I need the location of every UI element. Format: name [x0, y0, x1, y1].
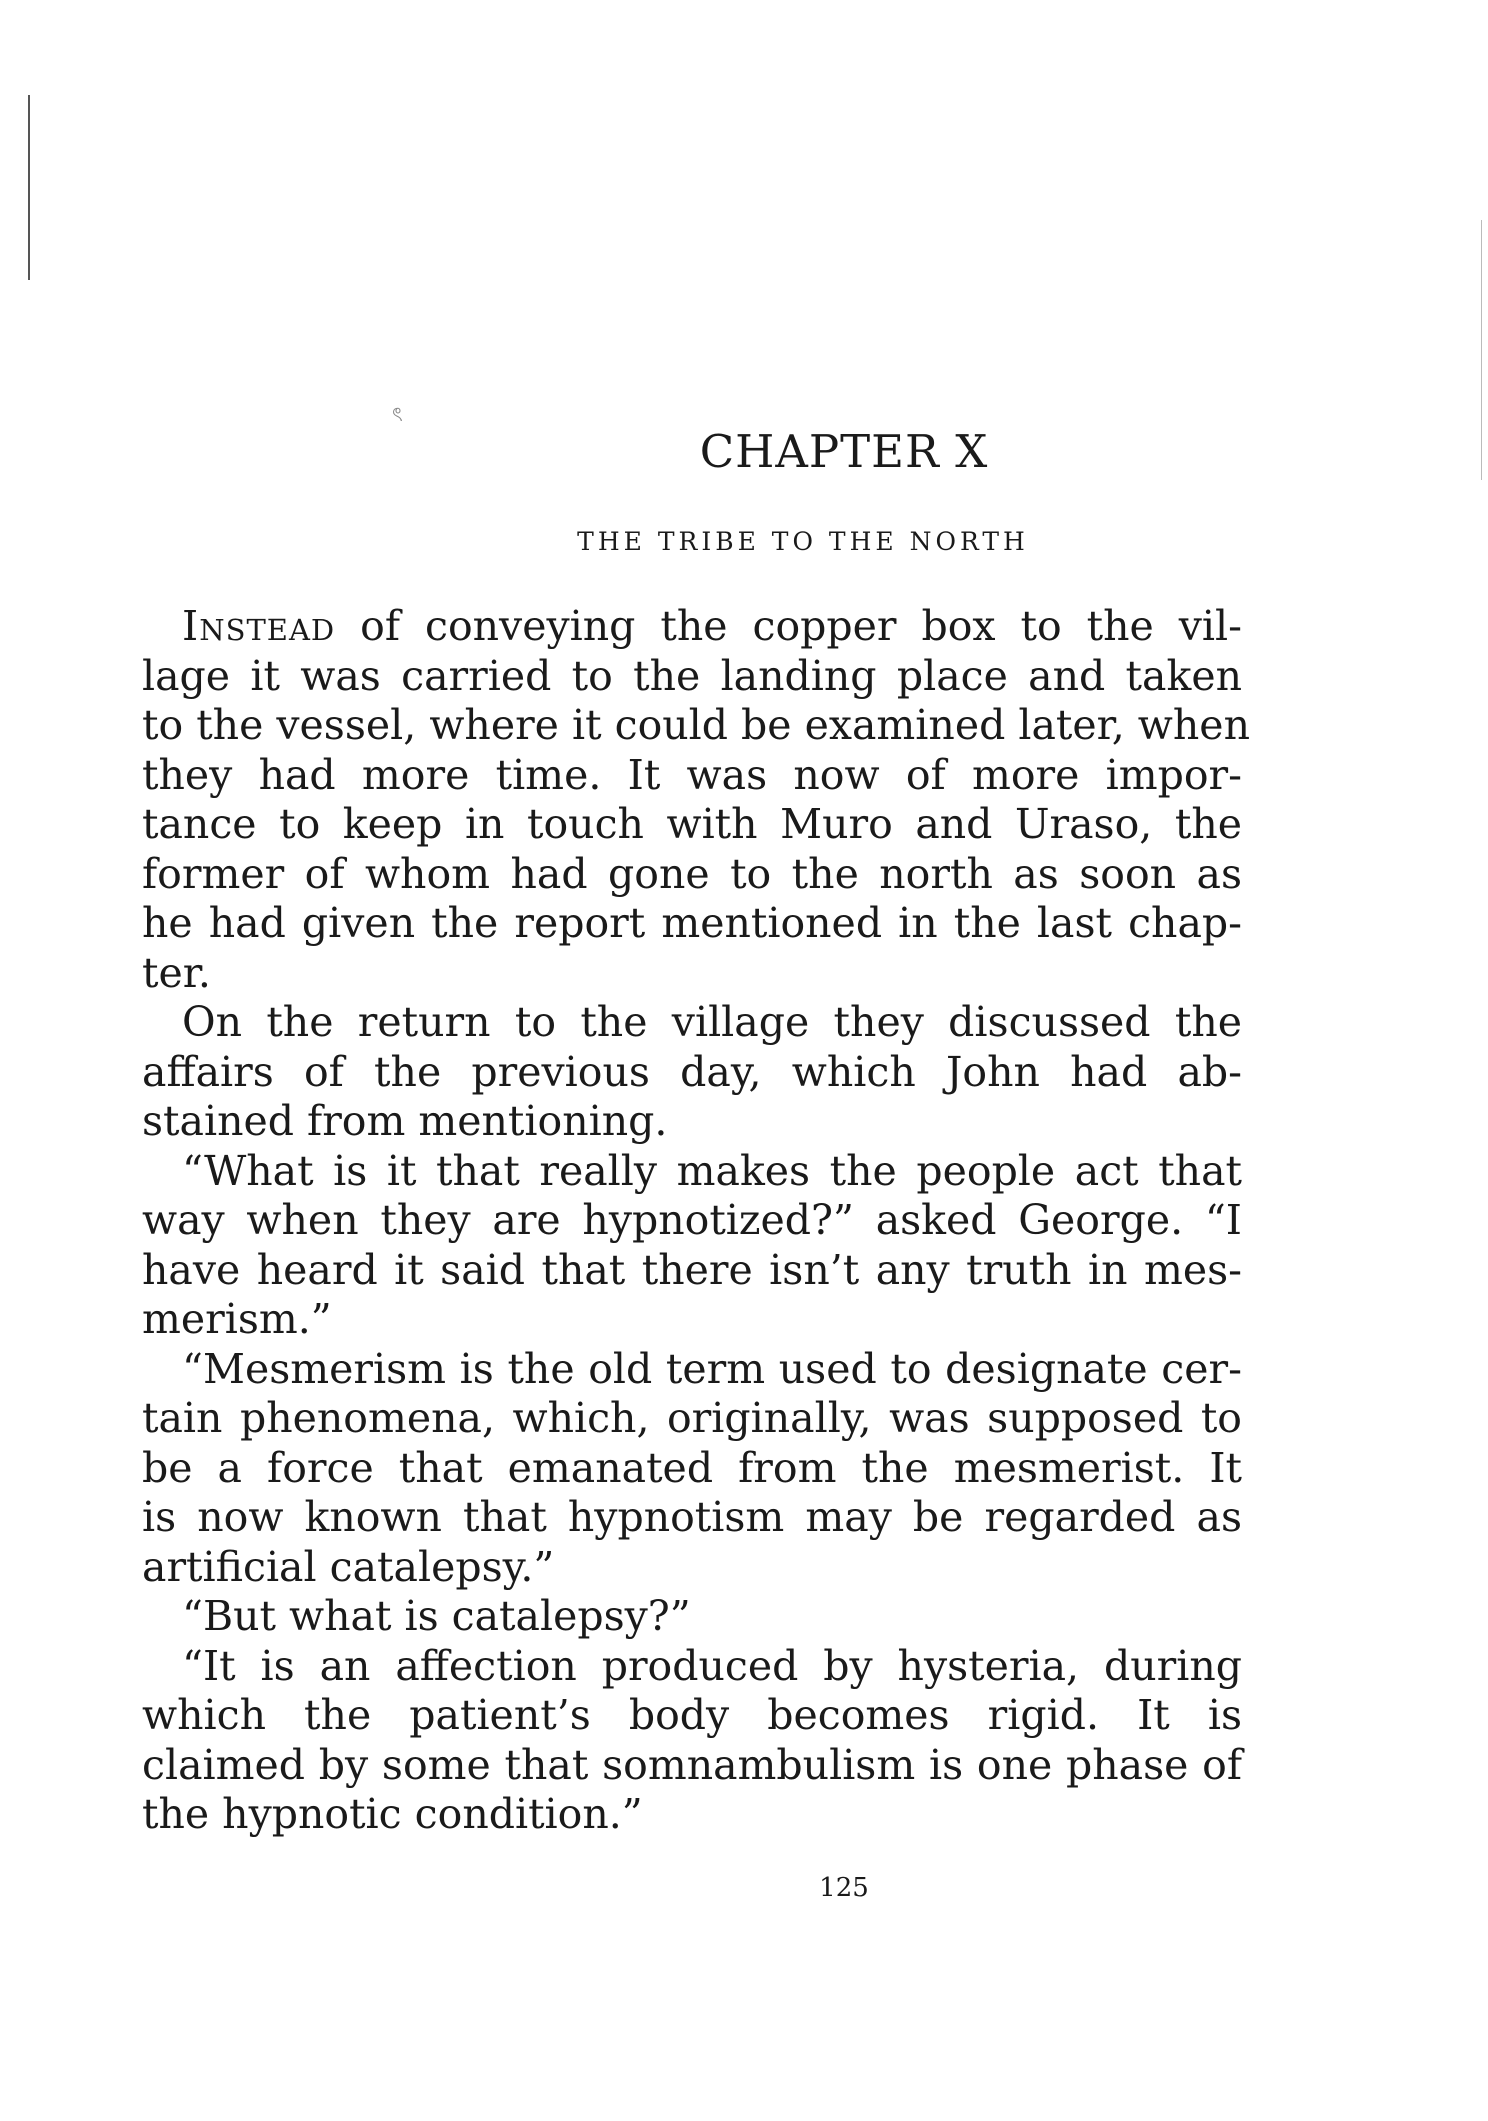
text-line	[142, 1097, 1242, 1147]
text-line	[142, 1741, 1242, 1791]
text-line	[142, 1642, 1242, 1692]
page-edge-shadow	[28, 95, 30, 280]
opening-word: Instead	[182, 602, 336, 650]
text-line	[142, 1246, 1242, 1296]
text-line	[142, 652, 1242, 702]
text-line-content: lage it was carried to the landing place and taken	[142, 651, 1242, 700]
text-line-content: On the return to the village they discussed the	[182, 998, 1242, 1046]
text-line	[142, 1691, 1242, 1741]
text-line-content: which the patient’s body becomes rigid. It is	[142, 1691, 1242, 1739]
text-line-content: have heard it said that there isn’t any truth in mes-	[142, 1245, 1242, 1294]
text-line-content: to the vessel, where it could be examined later, when	[142, 701, 1250, 749]
text-line-content: tain phenomena, which, originally, was supposed to	[142, 1394, 1242, 1442]
text-line	[142, 602, 1242, 652]
text-line	[142, 1345, 1242, 1395]
text-line-content: “But what is catalepsy?”	[182, 1592, 691, 1640]
text-line	[142, 1493, 1242, 1543]
chapter-title: CHAPTER X	[699, 425, 989, 478]
text-line	[142, 998, 1242, 1048]
text-line-content: be a force that emanated from the mesmerist. It	[142, 1443, 1242, 1492]
text-line-content: the hypnotic condition.”	[142, 1790, 643, 1838]
text-line-content: artificial catalepsy.”	[142, 1542, 555, 1591]
text-line	[142, 1147, 1242, 1197]
page-number: 125	[819, 1873, 869, 1903]
text-line	[142, 1048, 1242, 1098]
stray-ink-mark: ৎ	[392, 402, 403, 426]
text-line	[142, 1295, 1242, 1345]
text-line	[142, 1790, 1242, 1840]
text-line	[142, 1196, 1242, 1246]
text-line-content: ter.	[142, 948, 211, 997]
text-line	[142, 899, 1242, 949]
text-line-content: former of whom had gone to the north as soon as	[142, 849, 1242, 898]
text-line-content: merism.”	[142, 1295, 332, 1343]
text-line-content: affairs of the previous day, which John had ab-	[142, 1047, 1242, 1096]
text-line	[142, 850, 1242, 900]
chapter-subtitle: THE TRIBE TO THE NORTH	[577, 527, 1029, 556]
text-line	[142, 949, 1242, 999]
body-text	[142, 602, 1250, 1840]
text-line	[142, 1394, 1242, 1444]
text-line	[142, 701, 1250, 751]
text-line-content: way when they are hypnotized?” asked George. “I	[142, 1196, 1242, 1244]
text-line-content: tance to keep in touch with Muro and Uraso, the	[142, 800, 1242, 848]
text-line	[142, 1444, 1242, 1494]
text-line-content: stained from mentioning.	[142, 1097, 668, 1145]
text-line	[142, 800, 1242, 850]
text-line-content: “Mesmerism is the old term used to designate cer-	[182, 1344, 1242, 1393]
text-line-content: is now known that hypnotism may be regarded as	[142, 1493, 1242, 1541]
text-line-content: “What is it that really makes the people act that	[182, 1146, 1242, 1195]
text-line	[142, 1592, 1242, 1642]
text-line	[142, 751, 1242, 801]
text-line-content: of conveying the copper box to the vil-	[360, 602, 1242, 650]
text-line	[142, 1543, 1242, 1593]
text-line-content: “It is an affection produced by hysteria, during	[182, 1641, 1242, 1690]
text-line-content: he had given the report mentioned in the last chap-	[142, 899, 1242, 947]
text-line-content: they had more time. It was now of more impor-	[142, 750, 1242, 799]
text-line-content: claimed by some that somnambulism is one phase of	[142, 1740, 1242, 1789]
